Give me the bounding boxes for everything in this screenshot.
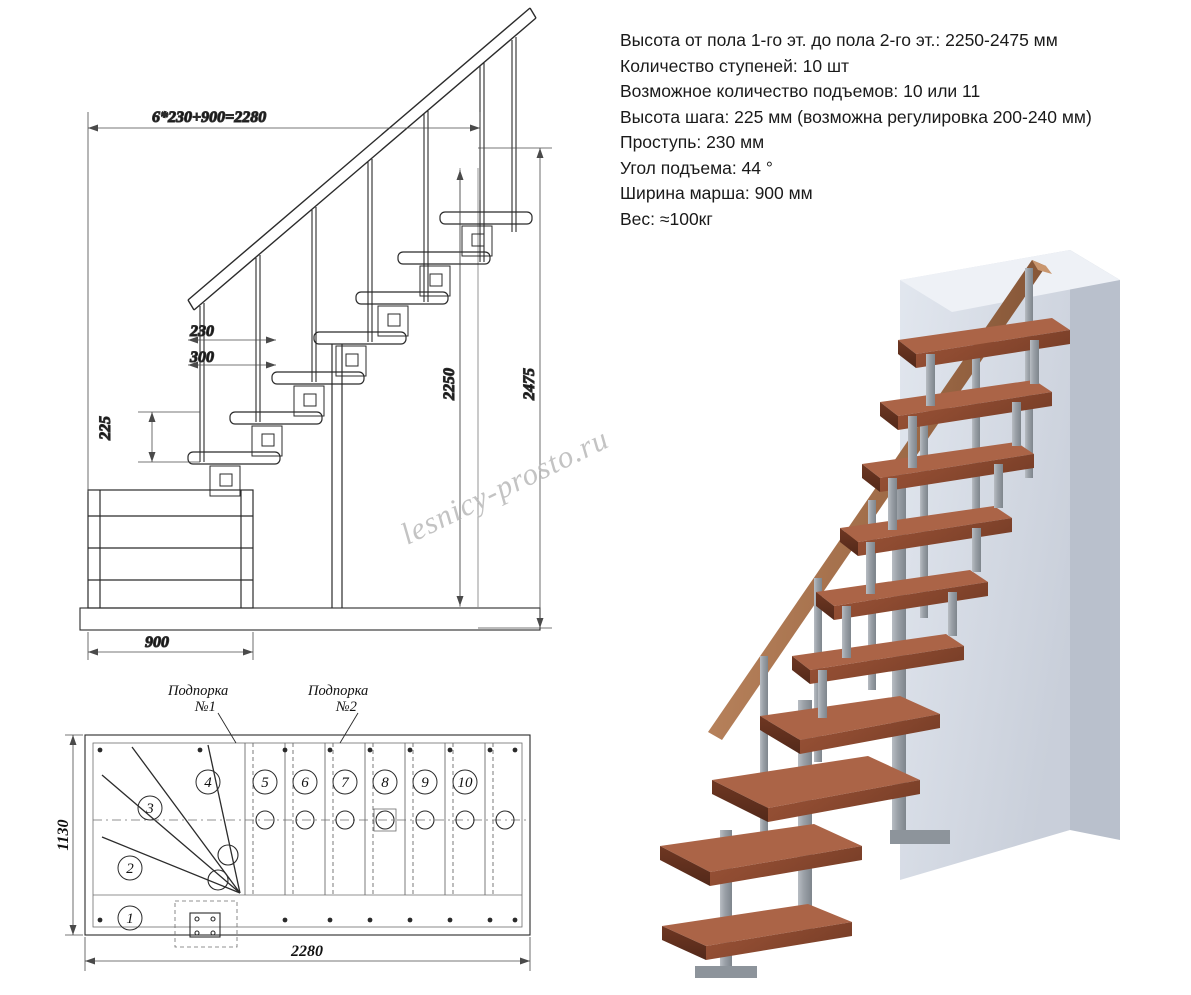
spec-line-floor-height: Высота от пола 1-го эт. до пола 2-го эт.: 2250-2475 мм: [620, 30, 1058, 50]
plan-dim-length: 2280: [291, 943, 323, 960]
plan-step-3: 3: [146, 801, 154, 817]
plan-step-8: 8: [381, 775, 389, 791]
plan-support1-label-line1: Подпорка: [168, 683, 229, 699]
plan-step-6: 6: [301, 775, 309, 791]
side-elevation-drawing: [60, 0, 620, 670]
plan-support2-label-line1: Подпорка: [308, 683, 369, 699]
spec-line-angle: Угол подъема: 44 °: [620, 157, 773, 178]
spec-line-tread: Проступь: 230 мм: [620, 132, 765, 152]
dim-height-floor: 2250: [441, 368, 458, 400]
plan-step-2: 2: [126, 861, 134, 877]
plan-view-drawing: [40, 665, 610, 995]
plan-step-9: 9: [421, 775, 429, 791]
plan-support1-label-line2: №1: [195, 699, 216, 715]
spec-line-march-width: Ширина марша: 900 мм: [620, 183, 813, 203]
plan-step-1: 1: [126, 911, 134, 927]
dim-rise: 225: [97, 416, 114, 440]
plan-step-4: 4: [204, 775, 212, 791]
dim-width: 900: [145, 634, 169, 651]
dim-height-total: 2475: [521, 368, 538, 400]
spec-line-weight: Вес: ≈100кг: [620, 208, 713, 229]
stair-3d-render: [600, 140, 1190, 990]
plan-dim-depth: 1130: [55, 819, 72, 851]
dim-run-total: 6*230+900=2280: [152, 109, 267, 126]
dim-tread: 230: [190, 323, 214, 340]
dim-going: 300: [190, 349, 214, 366]
watermark: lesnicy-prosto.ru: [395, 420, 615, 552]
spec-line-rise-count: Возможное количество подъемов: 10 или 11: [620, 81, 981, 101]
plan-step-10: 10: [457, 775, 473, 791]
plan-step-5: 5: [261, 775, 269, 791]
plan-step-7: 7: [341, 775, 349, 791]
spec-line-step-count: Количество ступеней: 10 шт: [620, 55, 850, 76]
plan-support2-label-line2: №2: [336, 699, 357, 715]
spec-line-step-height: Высота шага: 225 мм (возможна регулировка 200-240 мм): [620, 106, 1092, 127]
